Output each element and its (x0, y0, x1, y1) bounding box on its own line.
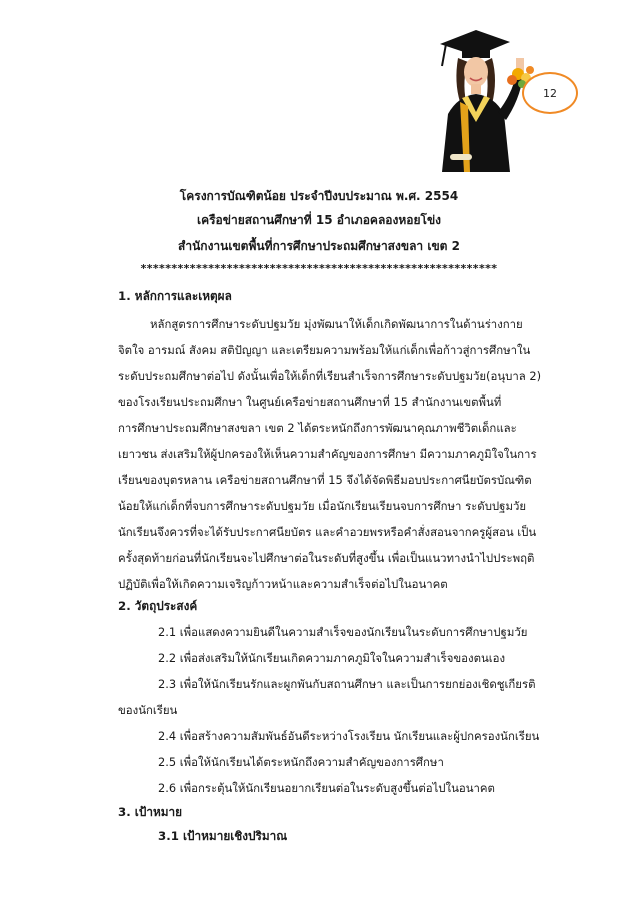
objective-item: 2.4 เพื่อสร้างความสัมพันธ์อันดีระหว่างโรงเรียน นักเรียนและผู้ปกครองนักเรียน (158, 729, 540, 743)
section-1-line: หลักสูตรการศึกษาระดับปฐมวัย มุ่งพัฒนาให้เด็กเกิดพัฒนาการในด้านร่างกาย (150, 317, 523, 331)
section-1-line: ระดับประถมศึกษาต่อไป ดังนั้นเพื่อให้เด็กที่เรียนสำเร็จการศึกษาระดับปฐมวัย(อนุบาล 2) (118, 369, 542, 383)
objective-item: 2.2 เพื่อส่งเสริมให้นักเรียนเกิดความภาคภูมิใจในความสำเร็จของตนเอง (158, 651, 506, 665)
section-1-line: เยาวชน ส่งเสริมให้ผู้ปกครองให้เห็นความสำคัญของการศึกษา มีความภาคภูมิใจในการ (118, 447, 537, 461)
objective-item: 2.1 เพื่อแสดงความยินดีในความสำเร็จของนักเรียนในระดับการศึกษาปฐมวัย (158, 625, 528, 639)
section-1-line: ของโรงเรียนประถมศึกษา ในศูนย์เครือข่ายสถานศึกษาที่ 15 สำนักงานเขตพื้นที่ (118, 395, 502, 409)
objective-item-continuation: ของนักเรียน (118, 703, 178, 717)
section-2-heading: 2. วัตถุประสงค์ (118, 599, 198, 613)
objective-item: 2.5 เพื่อให้นักเรียนได้ตระหนักถึงความสำคัญของการศึกษา (158, 755, 444, 769)
section-1-line: ครั้งสุดท้ายก่อนที่นักเรียนจะไปศึกษาต่อในระดับที่สูงขึ้น เพื่อเป็นแนวทางนำไปประพฤติ (118, 551, 535, 565)
section-1-line: นักเรียนจึงควรที่จะได้รับประกาศนียบัตร และคำอวยพรหรือคำสั่งสอนจากครูผู้สอน เป็น (118, 525, 537, 539)
title-line-2: เครือข่ายสถานศึกษาที่ 15 อำเภอคลองหอยโข่ง (196, 213, 442, 227)
title-line-3: สำนักงานเขตพื้นที่การศึกษาประถมศึกษาสงขลา เขต 2 (178, 239, 460, 253)
separator-stars: ********************************************************** (140, 262, 498, 275)
page-number: 12 (543, 86, 557, 100)
section-1-heading: 1. หลักการและเหตุผล (118, 289, 232, 303)
objective-item: 2.6 เพื่อกระตุ้นให้นักเรียนอยากเรียนต่อในระดับสูงขึ้นต่อไปในอนาคต (158, 781, 495, 795)
section-1-line: เรียนของบุตรหลาน เครือข่ายสถานศึกษาที่ 15 จึงได้จัดพิธีมอบประกาศนียบัตรบัณฑิต (118, 473, 532, 487)
section-1-line: ปฏิบัติเพื่อให้เกิดความเจริญก้าวหน้าและความสำเร็จต่อไปในอนาคต (118, 577, 448, 591)
page-number-badge (522, 72, 578, 114)
section-1-line: น้อยให้แก่เด็กที่จบการศึกษาระดับปฐมวัย เมื่อนักเรียนเรียนจบการศึกษา ระดับปฐมวัย (118, 499, 527, 513)
section-3-subheading: 3.1 เป้าหมายเชิงปริมาณ (158, 829, 288, 843)
section-1-line: การศึกษาประถมศึกษาสงขลา เขต 2 ได้ตระหนักถึงการพัฒนาคุณภาพชีวิตเด็กและ (118, 421, 517, 435)
title-line-1: โครงการบัณฑิตน้อย ประจำปีงบประมาณ พ.ศ. 2554 (179, 189, 459, 203)
section-3-heading: 3. เป้าหมาย (118, 805, 183, 819)
section-1-line: จิตใจ อารมณ์ สังคม สติปัญญา และเตรียมความพร้อมให้แก่เด็กเพื่อก้าวสู่การศึกษาใน (118, 343, 531, 357)
objective-item: 2.3 เพื่อให้นักเรียนรักและผูกพันกับสถานศึกษา และเป็นการยกย่องเชิดชูเกียรติ (158, 677, 536, 691)
graduate-illustration (418, 22, 538, 172)
